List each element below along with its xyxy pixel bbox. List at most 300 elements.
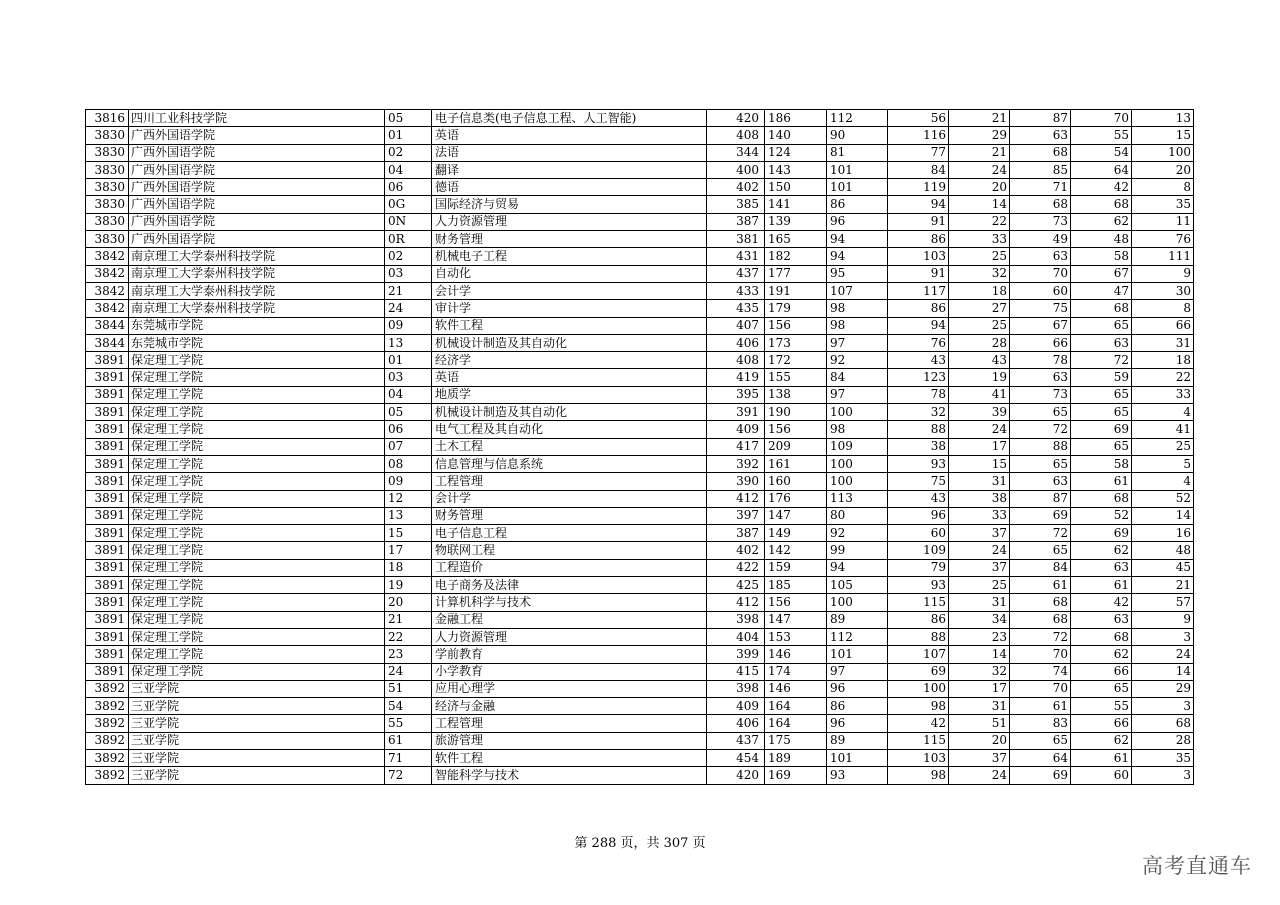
score-col-11-cell: 66 <box>1071 715 1132 732</box>
score-col-11-cell: 55 <box>1071 698 1132 715</box>
score-col-7-cell: 100 <box>827 473 888 490</box>
major-code-cell: 05 <box>385 404 432 421</box>
score-col-12-cell: 9 <box>1132 611 1194 628</box>
score-col-7-cell: 97 <box>827 386 888 403</box>
score-col-8-cell: 91 <box>888 265 949 282</box>
score-col-7-cell: 86 <box>827 196 888 213</box>
score-col-9-cell: 20 <box>949 179 1010 196</box>
score-col-7-cell: 100 <box>827 404 888 421</box>
table-row <box>86 213 1194 230</box>
score-col-8-cell: 76 <box>888 334 949 351</box>
score-col-9-cell: 51 <box>949 715 1010 732</box>
school-name-cell: 保定理工学院 <box>129 507 385 524</box>
score-col-6-cell: 191 <box>765 282 827 299</box>
table-body <box>86 110 1194 785</box>
total-score-cell: 385 <box>707 196 765 213</box>
major-code-cell: 0G <box>385 196 432 213</box>
score-col-9-cell: 21 <box>949 144 1010 161</box>
score-col-6-cell: 169 <box>765 767 827 784</box>
score-col-9-cell: 22 <box>949 213 1010 230</box>
major-name-cell: 法语 <box>432 144 707 161</box>
score-col-11-cell: 59 <box>1071 369 1132 386</box>
school-name-cell: 保定理工学院 <box>129 404 385 421</box>
total-score-cell: 422 <box>707 559 765 576</box>
school-code-cell: 3891 <box>86 577 129 594</box>
score-col-12-cell: 66 <box>1132 317 1194 334</box>
total-score-cell: 404 <box>707 628 765 645</box>
score-col-8-cell: 91 <box>888 213 949 230</box>
school-code-cell: 3891 <box>86 473 129 490</box>
score-col-6-cell: 173 <box>765 334 827 351</box>
score-col-11-cell: 65 <box>1071 317 1132 334</box>
school-name-cell: 广西外国语学院 <box>129 144 385 161</box>
major-code-cell: 03 <box>385 369 432 386</box>
school-code-cell: 3891 <box>86 369 129 386</box>
score-col-12-cell: 18 <box>1132 352 1194 369</box>
major-name-cell: 机械设计制造及其自动化 <box>432 404 707 421</box>
table-row <box>86 438 1194 455</box>
school-code-cell: 3844 <box>86 317 129 334</box>
score-col-12-cell: 3 <box>1132 767 1194 784</box>
score-col-10-cell: 61 <box>1010 577 1071 594</box>
school-code-cell: 3892 <box>86 680 129 697</box>
major-name-cell: 英语 <box>432 369 707 386</box>
school-code-cell: 3891 <box>86 438 129 455</box>
score-col-11-cell: 69 <box>1071 421 1132 438</box>
score-col-12-cell: 14 <box>1132 663 1194 680</box>
score-col-7-cell: 109 <box>827 438 888 455</box>
school-code-cell: 3830 <box>86 144 129 161</box>
school-code-cell: 3842 <box>86 248 129 265</box>
score-col-11-cell: 61 <box>1071 749 1132 766</box>
score-col-6-cell: 189 <box>765 749 827 766</box>
major-code-cell: 0R <box>385 231 432 248</box>
score-col-10-cell: 78 <box>1010 352 1071 369</box>
table-row <box>86 248 1194 265</box>
score-col-8-cell: 103 <box>888 749 949 766</box>
table-row <box>86 680 1194 697</box>
score-col-9-cell: 31 <box>949 473 1010 490</box>
table-row <box>86 110 1194 127</box>
school-name-cell: 三亚学院 <box>129 732 385 749</box>
score-col-9-cell: 37 <box>949 749 1010 766</box>
score-col-10-cell: 68 <box>1010 594 1071 611</box>
score-col-9-cell: 17 <box>949 438 1010 455</box>
score-col-7-cell: 90 <box>827 127 888 144</box>
total-score-cell: 344 <box>707 144 765 161</box>
score-col-6-cell: 164 <box>765 698 827 715</box>
score-col-8-cell: 93 <box>888 577 949 594</box>
score-col-8-cell: 117 <box>888 282 949 299</box>
total-score-cell: 400 <box>707 161 765 178</box>
score-col-9-cell: 29 <box>949 127 1010 144</box>
major-name-cell: 电子信息工程 <box>432 525 707 542</box>
major-code-cell: 15 <box>385 525 432 542</box>
school-name-cell: 广西外国语学院 <box>129 127 385 144</box>
total-score-cell: 412 <box>707 594 765 611</box>
score-col-6-cell: 186 <box>765 110 827 127</box>
major-name-cell: 工程管理 <box>432 473 707 490</box>
score-col-7-cell: 101 <box>827 161 888 178</box>
major-code-cell: 18 <box>385 559 432 576</box>
score-col-8-cell: 84 <box>888 161 949 178</box>
score-col-7-cell: 112 <box>827 628 888 645</box>
total-score-cell: 391 <box>707 404 765 421</box>
total-score-cell: 425 <box>707 577 765 594</box>
score-col-10-cell: 72 <box>1010 421 1071 438</box>
score-col-9-cell: 27 <box>949 300 1010 317</box>
score-col-8-cell: 86 <box>888 231 949 248</box>
total-score-cell: 381 <box>707 231 765 248</box>
score-col-7-cell: 93 <box>827 767 888 784</box>
score-col-12-cell: 5 <box>1132 455 1194 472</box>
table-row <box>86 144 1194 161</box>
score-col-6-cell: 182 <box>765 248 827 265</box>
score-col-11-cell: 68 <box>1071 300 1132 317</box>
score-col-6-cell: 147 <box>765 611 827 628</box>
school-name-cell: 广西外国语学院 <box>129 161 385 178</box>
table-row <box>86 715 1194 732</box>
school-name-cell: 三亚学院 <box>129 715 385 732</box>
table-row <box>86 317 1194 334</box>
total-score-cell: 402 <box>707 542 765 559</box>
score-col-7-cell: 94 <box>827 559 888 576</box>
score-col-6-cell: 147 <box>765 507 827 524</box>
score-col-12-cell: 48 <box>1132 542 1194 559</box>
school-name-cell: 保定理工学院 <box>129 386 385 403</box>
major-code-cell: 13 <box>385 334 432 351</box>
school-name-cell: 广西外国语学院 <box>129 231 385 248</box>
school-name-cell: 保定理工学院 <box>129 369 385 386</box>
score-col-11-cell: 61 <box>1071 473 1132 490</box>
table-row <box>86 628 1194 645</box>
major-name-cell: 经济与金融 <box>432 698 707 715</box>
score-col-10-cell: 72 <box>1010 525 1071 542</box>
score-col-10-cell: 65 <box>1010 732 1071 749</box>
major-name-cell: 机械电子工程 <box>432 248 707 265</box>
score-col-6-cell: 176 <box>765 490 827 507</box>
score-col-8-cell: 115 <box>888 594 949 611</box>
school-name-cell: 保定理工学院 <box>129 525 385 542</box>
table-row <box>86 127 1194 144</box>
score-col-6-cell: 143 <box>765 161 827 178</box>
score-col-12-cell: 33 <box>1132 386 1194 403</box>
score-col-12-cell: 25 <box>1132 438 1194 455</box>
major-code-cell: 61 <box>385 732 432 749</box>
school-code-cell: 3891 <box>86 525 129 542</box>
score-col-8-cell: 107 <box>888 646 949 663</box>
total-score-cell: 437 <box>707 732 765 749</box>
score-col-7-cell: 97 <box>827 663 888 680</box>
score-col-11-cell: 70 <box>1071 110 1132 127</box>
score-col-7-cell: 96 <box>827 213 888 230</box>
score-col-6-cell: 146 <box>765 680 827 697</box>
school-code-cell: 3842 <box>86 282 129 299</box>
score-col-11-cell: 65 <box>1071 386 1132 403</box>
score-col-8-cell: 75 <box>888 473 949 490</box>
school-name-cell: 四川工业科技学院 <box>129 110 385 127</box>
score-col-7-cell: 97 <box>827 334 888 351</box>
school-name-cell: 三亚学院 <box>129 698 385 715</box>
score-col-8-cell: 38 <box>888 438 949 455</box>
score-col-12-cell: 13 <box>1132 110 1194 127</box>
major-name-cell: 物联网工程 <box>432 542 707 559</box>
total-score-cell: 433 <box>707 282 765 299</box>
major-code-cell: 17 <box>385 542 432 559</box>
score-col-12-cell: 21 <box>1132 577 1194 594</box>
score-col-9-cell: 38 <box>949 490 1010 507</box>
score-col-11-cell: 63 <box>1071 334 1132 351</box>
major-name-cell: 人力资源管理 <box>432 628 707 645</box>
score-col-12-cell: 9 <box>1132 265 1194 282</box>
table-row <box>86 767 1194 784</box>
score-col-11-cell: 65 <box>1071 680 1132 697</box>
school-code-cell: 3842 <box>86 300 129 317</box>
score-col-9-cell: 33 <box>949 507 1010 524</box>
score-col-6-cell: 124 <box>765 144 827 161</box>
school-name-cell: 保定理工学院 <box>129 542 385 559</box>
total-score-cell: 435 <box>707 300 765 317</box>
major-name-cell: 财务管理 <box>432 231 707 248</box>
school-name-cell: 三亚学院 <box>129 749 385 766</box>
major-name-cell: 电子信息类(电子信息工程、人工智能) <box>432 110 707 127</box>
total-score-cell: 395 <box>707 386 765 403</box>
score-col-12-cell: 11 <box>1132 213 1194 230</box>
score-col-11-cell: 65 <box>1071 404 1132 421</box>
table-row <box>86 663 1194 680</box>
score-col-9-cell: 41 <box>949 386 1010 403</box>
school-code-cell: 3830 <box>86 196 129 213</box>
score-col-8-cell: 109 <box>888 542 949 559</box>
school-code-cell: 3830 <box>86 231 129 248</box>
score-col-12-cell: 100 <box>1132 144 1194 161</box>
score-col-8-cell: 116 <box>888 127 949 144</box>
major-name-cell: 土木工程 <box>432 438 707 455</box>
major-code-cell: 09 <box>385 317 432 334</box>
score-col-8-cell: 32 <box>888 404 949 421</box>
score-col-10-cell: 65 <box>1010 542 1071 559</box>
table-row <box>86 749 1194 766</box>
score-col-7-cell: 113 <box>827 490 888 507</box>
total-score-cell: 419 <box>707 369 765 386</box>
score-col-9-cell: 37 <box>949 525 1010 542</box>
major-code-cell: 02 <box>385 144 432 161</box>
score-col-9-cell: 25 <box>949 317 1010 334</box>
school-code-cell: 3891 <box>86 646 129 663</box>
score-col-10-cell: 85 <box>1010 161 1071 178</box>
score-col-12-cell: 45 <box>1132 559 1194 576</box>
total-score-cell: 402 <box>707 179 765 196</box>
score-col-11-cell: 42 <box>1071 594 1132 611</box>
school-code-cell: 3830 <box>86 127 129 144</box>
score-col-10-cell: 65 <box>1010 455 1071 472</box>
major-code-cell: 09 <box>385 473 432 490</box>
major-code-cell: 54 <box>385 698 432 715</box>
table-row <box>86 161 1194 178</box>
school-name-cell: 保定理工学院 <box>129 352 385 369</box>
score-col-9-cell: 32 <box>949 265 1010 282</box>
score-col-12-cell: 15 <box>1132 127 1194 144</box>
table-row <box>86 490 1194 507</box>
major-code-cell: 22 <box>385 628 432 645</box>
score-col-10-cell: 63 <box>1010 369 1071 386</box>
major-name-cell: 人力资源管理 <box>432 213 707 230</box>
score-col-8-cell: 94 <box>888 196 949 213</box>
school-code-cell: 3891 <box>86 663 129 680</box>
score-col-12-cell: 68 <box>1132 715 1194 732</box>
total-score-cell: 399 <box>707 646 765 663</box>
score-col-11-cell: 68 <box>1071 490 1132 507</box>
total-score-cell: 409 <box>707 421 765 438</box>
major-name-cell: 信息管理与信息系统 <box>432 455 707 472</box>
score-col-11-cell: 68 <box>1071 196 1132 213</box>
score-col-7-cell: 86 <box>827 698 888 715</box>
school-code-cell: 3830 <box>86 179 129 196</box>
score-col-7-cell: 96 <box>827 680 888 697</box>
score-col-9-cell: 31 <box>949 698 1010 715</box>
major-name-cell: 会计学 <box>432 282 707 299</box>
table-row <box>86 473 1194 490</box>
major-name-cell: 工程造价 <box>432 559 707 576</box>
score-col-7-cell: 81 <box>827 144 888 161</box>
score-col-6-cell: 149 <box>765 525 827 542</box>
major-name-cell: 机械设计制造及其自动化 <box>432 334 707 351</box>
score-col-9-cell: 24 <box>949 767 1010 784</box>
score-col-10-cell: 63 <box>1010 127 1071 144</box>
major-name-cell: 学前教育 <box>432 646 707 663</box>
major-code-cell: 13 <box>385 507 432 524</box>
school-code-cell: 3892 <box>86 767 129 784</box>
score-col-11-cell: 48 <box>1071 231 1132 248</box>
score-col-6-cell: 174 <box>765 663 827 680</box>
score-col-7-cell: 98 <box>827 421 888 438</box>
total-score-cell: 387 <box>707 525 765 542</box>
score-col-12-cell: 14 <box>1132 507 1194 524</box>
score-col-10-cell: 72 <box>1010 628 1071 645</box>
score-col-11-cell: 62 <box>1071 213 1132 230</box>
score-col-7-cell: 98 <box>827 317 888 334</box>
major-code-cell: 06 <box>385 421 432 438</box>
score-col-7-cell: 95 <box>827 265 888 282</box>
score-col-6-cell: 156 <box>765 317 827 334</box>
major-code-cell: 23 <box>385 646 432 663</box>
score-col-9-cell: 34 <box>949 611 1010 628</box>
major-code-cell: 05 <box>385 110 432 127</box>
score-col-8-cell: 98 <box>888 698 949 715</box>
score-col-7-cell: 101 <box>827 749 888 766</box>
score-col-9-cell: 43 <box>949 352 1010 369</box>
total-score-cell: 390 <box>707 473 765 490</box>
school-name-cell: 广西外国语学院 <box>129 179 385 196</box>
total-score-cell: 420 <box>707 767 765 784</box>
score-col-11-cell: 58 <box>1071 248 1132 265</box>
score-col-10-cell: 88 <box>1010 438 1071 455</box>
major-code-cell: 04 <box>385 386 432 403</box>
school-name-cell: 保定理工学院 <box>129 438 385 455</box>
total-score-cell: 408 <box>707 352 765 369</box>
table-row <box>86 507 1194 524</box>
score-col-10-cell: 68 <box>1010 196 1071 213</box>
major-name-cell: 经济学 <box>432 352 707 369</box>
total-score-cell: 406 <box>707 334 765 351</box>
score-col-9-cell: 17 <box>949 680 1010 697</box>
score-col-12-cell: 30 <box>1132 282 1194 299</box>
score-col-10-cell: 66 <box>1010 334 1071 351</box>
score-col-10-cell: 68 <box>1010 144 1071 161</box>
score-col-7-cell: 94 <box>827 231 888 248</box>
score-col-11-cell: 52 <box>1071 507 1132 524</box>
score-col-12-cell: 29 <box>1132 680 1194 697</box>
score-col-11-cell: 64 <box>1071 161 1132 178</box>
score-col-6-cell: 209 <box>765 438 827 455</box>
score-col-8-cell: 123 <box>888 369 949 386</box>
score-col-10-cell: 73 <box>1010 386 1071 403</box>
score-col-10-cell: 70 <box>1010 680 1071 697</box>
score-col-7-cell: 92 <box>827 352 888 369</box>
total-score-cell: 392 <box>707 455 765 472</box>
school-code-cell: 3891 <box>86 404 129 421</box>
table-row <box>86 525 1194 542</box>
score-col-11-cell: 62 <box>1071 646 1132 663</box>
major-code-cell: 20 <box>385 594 432 611</box>
score-col-7-cell: 89 <box>827 732 888 749</box>
major-code-cell: 51 <box>385 680 432 697</box>
score-col-11-cell: 63 <box>1071 559 1132 576</box>
score-col-7-cell: 112 <box>827 110 888 127</box>
score-col-6-cell: 156 <box>765 421 827 438</box>
school-code-cell: 3816 <box>86 110 129 127</box>
school-name-cell: 保定理工学院 <box>129 490 385 507</box>
table-row <box>86 179 1194 196</box>
table-row <box>86 559 1194 576</box>
score-col-6-cell: 153 <box>765 628 827 645</box>
school-code-cell: 3891 <box>86 594 129 611</box>
school-code-cell: 3892 <box>86 715 129 732</box>
major-name-cell: 财务管理 <box>432 507 707 524</box>
score-col-10-cell: 61 <box>1010 698 1071 715</box>
major-code-cell: 01 <box>385 127 432 144</box>
table-row <box>86 611 1194 628</box>
major-code-cell: 02 <box>385 248 432 265</box>
score-col-12-cell: 57 <box>1132 594 1194 611</box>
major-name-cell: 旅游管理 <box>432 732 707 749</box>
school-name-cell: 南京理工大学泰州科技学院 <box>129 282 385 299</box>
score-col-7-cell: 80 <box>827 507 888 524</box>
major-name-cell: 智能科学与技术 <box>432 767 707 784</box>
major-name-cell: 自动化 <box>432 265 707 282</box>
score-col-10-cell: 60 <box>1010 282 1071 299</box>
score-col-10-cell: 87 <box>1010 110 1071 127</box>
score-col-9-cell: 33 <box>949 231 1010 248</box>
score-col-11-cell: 62 <box>1071 542 1132 559</box>
score-col-9-cell: 23 <box>949 628 1010 645</box>
total-score-cell: 398 <box>707 611 765 628</box>
school-name-cell: 广西外国语学院 <box>129 213 385 230</box>
score-col-11-cell: 67 <box>1071 265 1132 282</box>
score-col-7-cell: 84 <box>827 369 888 386</box>
table-row <box>86 594 1194 611</box>
major-name-cell: 电气工程及其自动化 <box>432 421 707 438</box>
table-row <box>86 196 1194 213</box>
score-col-12-cell: 35 <box>1132 196 1194 213</box>
score-col-6-cell: 156 <box>765 594 827 611</box>
score-col-8-cell: 93 <box>888 455 949 472</box>
school-name-cell: 南京理工大学泰州科技学院 <box>129 300 385 317</box>
major-code-cell: 71 <box>385 749 432 766</box>
score-col-10-cell: 49 <box>1010 231 1071 248</box>
score-col-6-cell: 139 <box>765 213 827 230</box>
score-col-8-cell: 79 <box>888 559 949 576</box>
